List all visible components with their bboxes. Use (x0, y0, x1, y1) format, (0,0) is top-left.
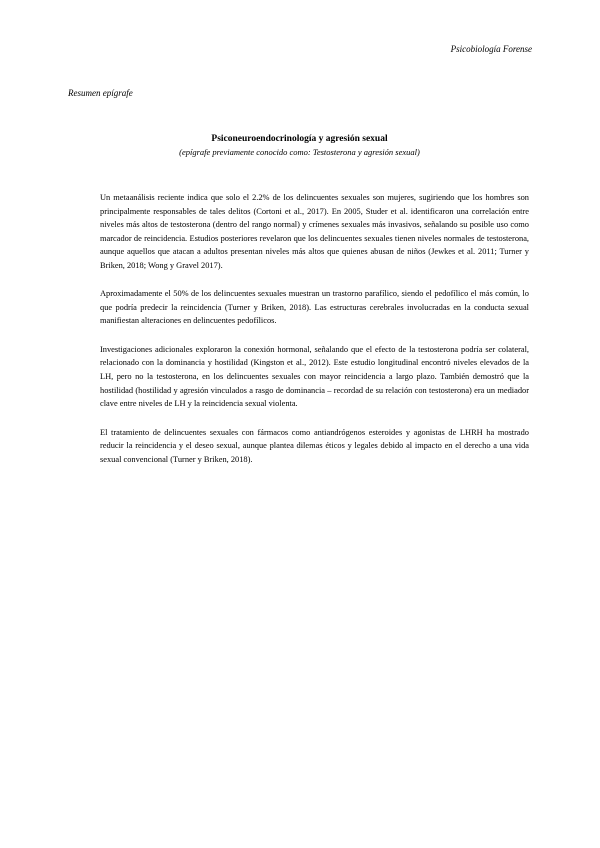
paragraph: Un metaanálisis reciente indica que solo el 2.2% de los delincuentes sexuales son mujeres, sugiriendo que los hombres son principalmente responsables de tales delitos (Cortoni et al., 2017). En 2005, Studer et al. identificaron una correlación entre niveles más altos de testosterona (dentro del rango normal) y crímenes sexuales más invasivos, señalando su posible uso como marcador de reincidencia. Estudios posteriores revelaron que los delincuentes sexuales tienen niveles normales de testosterona, aunque aquellos que atacan a adultos presentan niveles más altos que quienes abusan de niños (Jewkes et al. 2011; Turner y Briken, 2018; Wong y Gravel 2017). (100, 193, 529, 270)
paragraph: Aproximadamente el 50% de los delincuentes sexuales muestran un trastorno parafílico, siendo el pedofílico el más común, lo que podría predecir la reincidencia (Turner y Briken, 2018). Las estructuras cerebrales involucradas en la conducta sexual manifiestan alteraciones en delincuentes pedofílicos. (100, 289, 529, 326)
paragraph: El tratamiento de delincuentes sexuales con fármacos como antiandrógenos esteroides y agonistas de LHRH ha mostrado reducir la reincidencia y el deseo sexual, aunque plantea dilemas éticos y legales debido al impacto en el derecho a una vida sexual convencional (Turner y Briken, 2018). (100, 427, 529, 464)
title-block (68, 133, 531, 158)
article-subtitle: (epígrafe previamente conocido como: Testosterona y agresión sexual) (179, 147, 420, 157)
section-label: Resumen epígrafe (68, 88, 133, 98)
article-body (100, 191, 529, 481)
running-header: Psicobiología Forense (450, 44, 532, 54)
article-title: Psiconeuroendocrinología y agresión sexual (211, 134, 388, 144)
paragraph: Investigaciones adicionales exploraron la conexión hormonal, señalando que el efecto de la testosterona podría ser colateral, relacionado con la dominancia y hostilidad (Kingston et al., 2012). Este estudio longitudinal encontró niveles elevados de la LH, pero no la testosterona, en los delincuentes sexuales con mayor reincidencia a largo plazo. También demostró que la hostilidad (hostilidad y agresión vinculados a rasgo de dominancia – recordad de su relación con testosterona) era un mediador clave entre niveles de LH y la reincidencia sexual violenta. (100, 344, 529, 409)
